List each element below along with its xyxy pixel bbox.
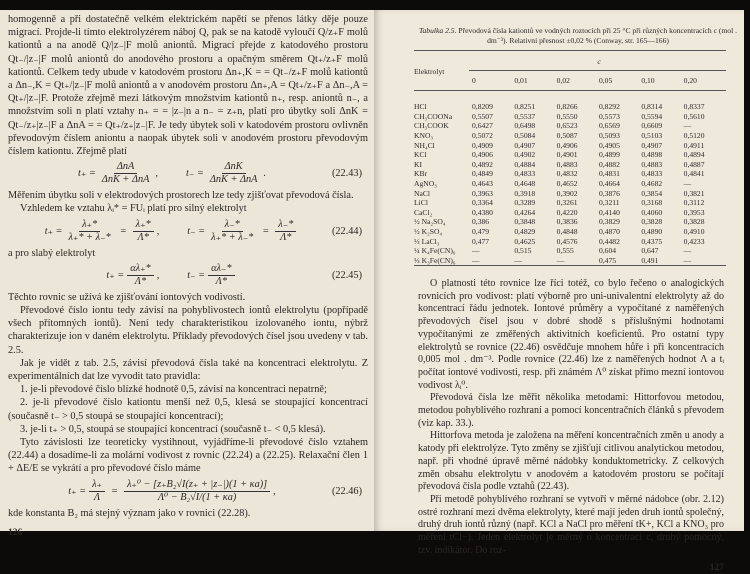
table-row <box>414 236 726 246</box>
transference-value: 0,4664 <box>598 179 620 189</box>
denominator: ΔnK + ΔnA <box>209 174 258 186</box>
eq-lhs: t₊ = <box>44 225 63 237</box>
table-row <box>414 131 726 141</box>
transference-value: 0,4060 <box>641 207 663 217</box>
transference-value: 0,3211 <box>598 198 620 208</box>
eq-lhs: t₋ = <box>186 168 204 180</box>
transference-value: 0,4849 <box>472 169 493 179</box>
transference-value: 0,515 <box>514 246 532 256</box>
rule-item: 2. je-li převodové číslo kationtu menší než 0,5, klesá se stoupající koncentrací (současně t₋ > 0,5 stoupá se stoupající koncentrací); <box>8 397 368 422</box>
concentration-header: 0,05 <box>598 75 613 85</box>
transference-value: 0,4901 <box>556 150 578 160</box>
transference-value: 0,5507 <box>472 111 493 121</box>
transference-value: — <box>472 246 480 256</box>
transference-value: 0,4902 <box>514 150 536 160</box>
transference-value: 0,3289 <box>514 198 536 208</box>
transference-value: 0,4832 <box>556 169 578 179</box>
numerator: ΔnK <box>222 161 246 174</box>
right-page <box>374 10 744 574</box>
transference-value: 0,4140 <box>598 207 620 217</box>
electrolyte-name: CaCl₂ <box>414 207 433 217</box>
denominator: Λ* <box>134 275 147 287</box>
table-row <box>414 160 726 170</box>
caption-label: Tabulka 2.5. <box>418 26 457 35</box>
transference-value: 0,4910 <box>683 227 705 237</box>
transference-value: 0,477 <box>472 236 490 246</box>
denominator: Λ* <box>137 231 149 243</box>
transference-value: 0,3364 <box>472 198 493 208</box>
transference-value: 0,5072 <box>472 131 493 141</box>
equation-22-44: t₊ = $\frac{\lambda_+*}{\lambda_+* + \lambda_-*}$ = $\frac{\lambda_+*}{\Lambda*}$ , t₋ = $\frac{\lambda_-*}{\lambda_+* + \lambda_-*}$ = $\frac{\lambda_-*}{\Lambda*}$ (22.44) <box>44 218 362 243</box>
transference-number-table <box>414 52 726 265</box>
numerator: λ₊* <box>133 219 154 232</box>
transference-value: 0,491 <box>641 255 659 265</box>
transference-value: 0,5610 <box>683 111 705 121</box>
denominator: λ₊* + λ₋* <box>211 231 254 243</box>
right-page-text <box>418 278 724 574</box>
electrolyte-name: ¼ K₄Fe(CN)₆ <box>414 246 456 256</box>
transference-value: 0,5594 <box>641 111 663 121</box>
transference-value: 0,4887 <box>683 159 705 169</box>
group-header-c: c <box>597 56 601 66</box>
equation-22-46: t₊ = $\frac{\lambda_+}{\Lambda}$ = $\frac{\text{λ₊⁰ − [z₊B₂√I(z₊ + |z₋|)(1 + κa)]}}{\text{Λ⁰ − B₂√I/(1 + κa)}}$ , (22.46) <box>68 478 362 503</box>
denominator: Λ <box>93 491 101 503</box>
page-number: 126 <box>8 527 23 538</box>
transference-value: 0,4652 <box>556 179 578 189</box>
transference-value: 0,3829 <box>598 217 620 227</box>
equation-number: (22.45) <box>331 269 362 281</box>
transference-value: 0,6427 <box>472 121 493 131</box>
transference-value: 0,4380 <box>472 207 493 217</box>
transference-value: 0,4898 <box>641 150 663 160</box>
concentration-header: 0 <box>472 75 476 85</box>
transference-value: 0,604 <box>598 246 617 256</box>
transference-value: 0,3953 <box>683 207 705 217</box>
transference-value: 0,4894 <box>683 150 705 160</box>
transference-value: 0,3261 <box>556 198 578 208</box>
table-row <box>414 169 726 179</box>
electrolyte-name: NH₄Cl <box>414 140 435 150</box>
electrolyte-name: KBr <box>414 169 428 179</box>
transference-value: — <box>683 121 692 131</box>
electrolyte-name: ½ K₂SO₄ <box>414 227 443 237</box>
transference-value: 0,5093 <box>598 131 620 141</box>
transference-value: 0,4906 <box>556 140 578 150</box>
transference-value: 0,386 <box>472 217 490 227</box>
transference-value: 0,6609 <box>641 121 663 131</box>
numerator: λ₊⁰ − [z₊B₂√I(z₊ + |z₋|)(1 + κa)] <box>124 479 270 492</box>
transference-value: 0,4375 <box>641 236 663 246</box>
table-row <box>414 256 726 266</box>
numerator: λ₋* <box>275 219 296 232</box>
transference-value: 0,8292 <box>598 102 620 112</box>
numerator: λ₋* <box>222 219 243 232</box>
electrolyte-name: ⅓ LaCl₃ <box>414 236 440 246</box>
transference-value: 0,4648 <box>514 179 536 189</box>
transference-value: — <box>472 255 480 265</box>
paragraph: Tyto závislosti lze teoreticky vystihnout, vyjádříme-li převodové číslo vztahem (22.44) a dosadíme-li za molární vodivost z rovnic (22.24) a (22.25). Relaxační člen 1 + ΔE/E se vykrátí a pro převodové číslo máme <box>8 437 368 475</box>
concentration-header: 0,20 <box>683 75 697 85</box>
equals-sign: = <box>119 225 127 237</box>
transference-value: 0,3876 <box>598 188 620 198</box>
denominator: Λ⁰ − B₂√I/(1 + κa) <box>157 491 237 503</box>
electrolyte-name: AgNO₃ <box>414 179 437 189</box>
transference-value: 0,6523 <box>556 121 578 131</box>
denominator: Λ* <box>280 231 292 243</box>
paragraph: O platnosti této rovnice lze říci totéž, co bylo řečeno o analogických rovnicích pro vodivost: platí výborně pro uni-univalentní elektrolyty až do koncentrací řádu jednotek. Iontové průměry a vypočítané z naměřených převodových čísel jsou v dobré shodě s příslušnými hodnotami vypočítanými ze změřených aktivitních koeficientů. Pro ostatní typy elektrolytů se rovnice (22.46) osvědčuje mnohem hůře i při koncentracích 0,005 mol . dm⁻³. Podle rovnice (22.46) lze z naměřených hodnot Λ a tᵢ počítat iontové vodivosti, resp. při známém Λ⁰ získat přímo mezní iontovou vodivost λᵢ⁰. <box>418 278 724 391</box>
denominator: Λ* <box>215 275 228 287</box>
equals-sign: = <box>110 485 118 497</box>
denominator: ΔnK + ΔnA <box>101 174 150 186</box>
table-row <box>414 121 726 131</box>
transference-value: 0,3836 <box>556 217 578 227</box>
page-number: 127 <box>709 563 724 574</box>
transference-value: 0,4682 <box>641 179 663 189</box>
transference-value: 0,5087 <box>556 131 578 141</box>
table-row <box>414 227 726 237</box>
transference-value: — <box>683 246 692 256</box>
concentration-header: 0,01 <box>514 75 528 85</box>
table-caption <box>418 26 738 46</box>
numerator: λ₊* <box>79 219 100 232</box>
paragraph: Měřením úbytku soli v elektrodových prostorech lze tedy zjišťovat převodová čísla. <box>8 190 354 202</box>
transference-value: 0,3848 <box>514 217 536 227</box>
denominator: λ₊* + λ₋* <box>68 231 111 243</box>
table-row <box>414 217 726 227</box>
transference-value: 0,4882 <box>598 159 620 169</box>
transference-value: 0,4907 <box>641 140 663 150</box>
eq-lhs: t₊ = <box>106 269 125 281</box>
transference-value: — <box>514 255 522 265</box>
transference-value: 0,475 <box>598 255 617 265</box>
table-top-rule <box>414 50 726 51</box>
transference-value: 0,4883 <box>641 159 663 169</box>
numerator: αλ₋* <box>208 263 234 276</box>
paragraph: kde konstanta B₂ má stejný význam jako v rovnici (22.28). <box>8 507 251 519</box>
table-bottom-rule <box>414 265 726 266</box>
transference-value: 0,4576 <box>556 236 578 246</box>
table-row <box>414 198 726 208</box>
transference-value: 0,4833 <box>514 169 536 179</box>
transference-value: 0,4482 <box>598 236 620 246</box>
electrolyte-name: KCl <box>414 150 427 160</box>
transference-value: 0,4625 <box>514 236 536 246</box>
electrolyte-name: CH₃COOK <box>414 121 449 131</box>
electrolyte-name: NaCl <box>414 188 431 198</box>
numerator: αλ₊* <box>127 263 153 276</box>
equation-22-45: t₊ = $\frac{\alpha\lambda_+*}{\Lambda*}$ , t₋ = $\frac{\alpha\lambda_-*}{\Lambda*}$ (22.45) <box>106 262 362 287</box>
equation-number: (22.43) <box>331 168 362 180</box>
table-row <box>414 102 726 112</box>
electrolyte-name: KNO₃ <box>414 131 434 141</box>
paragraph: a pro slabý elektrolyt <box>8 247 96 259</box>
transference-value: 0,3854 <box>641 188 663 198</box>
concentration-header: 0,02 <box>556 75 570 85</box>
transference-value: 0,4892 <box>472 159 493 169</box>
table-row <box>414 246 726 256</box>
transference-value: 0,8337 <box>683 102 705 112</box>
transference-value: 0,4907 <box>514 140 536 150</box>
electrolyte-name: LiCl <box>414 198 428 208</box>
electrolyte-name: HCl <box>414 102 427 112</box>
transference-value: 0,4848 <box>556 227 578 237</box>
paragraph: Těchto rovnic se užívá ke zjišťování iontových vodivostí. <box>8 291 246 303</box>
paragraph: Převodová čísla lze měřit několika metodami: Hittorfovou metodou, metodou pohyblivého rozhraní a pomocí koncentračních článků s převodem (viz kap. 33.). <box>418 392 724 429</box>
transference-value: 0,5573 <box>598 111 620 121</box>
transference-value: 0,4220 <box>556 207 578 217</box>
transference-value: 0,4883 <box>556 159 578 169</box>
eq-lhs: t₋ = <box>187 269 206 281</box>
paragraph: homogenně a při dostatečně velkém elektrickém napětí se přenos látky děje pouze migrací. Projde-li tímto elektrolyzérem náboj Q, pak se na katodě vyloučí Q/z₊F molů kationtů a na anodě Q/|z₋|F molů aniontů. Migrací přejde z katodového prostoru Qt₋/|z₋|F molů aniontů do anodového prostoru a opačným směrem Qt₊/z₊F molů kationtů. Celkem tedy ubude v katodovém prostoru Δn₊,K = = Qt₋/z₊F molů kationtů a Δn₋,K = Qt₊/|z₋|F molů aniontů a v anodovém prostoru Δn₊,A = Qt₊/z₊F a Δn₋,A = Qt₊/|z₋|F. Protože zřejmě mezi látkovým množstvím kationtů n₊, resp. aniontů n₋, a množstvím soli n platí vztahy n₊ = = |z₋|n a n₋ = z₊n, platí pro úbytky soli ΔnK = Qt₋/z₊|z₋|F a ΔnA = = Qt₊/z₊|z₋|F. Je tedy úbytek soli v katodovém prostoru ovlivněn převodovým číslem aniontu a naopak úbytek soli v anodovém prostoru převodovým číslem kationtu. Zřejmě platí <box>8 14 368 158</box>
equation-number: (22.44) <box>331 225 362 237</box>
table-row <box>414 179 726 189</box>
transference-value: 0,4909 <box>472 140 493 150</box>
transference-value: 0,4905 <box>598 140 620 150</box>
paragraph: Při metodě pohyblivého rozhraní se vytvoří v měrné nádobce (obr. 2.12) ostré rozhraní mezi dvěma elektrolyty, které mají jeden druh iontů společný, druhý druh iontů různý (např. KCl a NaCl pro měření tK+, KCl a KNO₃ pro měření tCl−). Jeden elektrolyt je měrný o koncentraci c, druhý pomocný, tzv. indikátor. Do roz- <box>418 493 724 556</box>
transference-value: 0,8266 <box>556 102 578 112</box>
left-page-text <box>8 13 368 539</box>
transference-value: 0,8209 <box>472 102 493 112</box>
eq-lhs: t₊ = <box>77 168 96 180</box>
table-row <box>414 208 726 218</box>
table-row <box>414 112 726 122</box>
transference-value: 0,8251 <box>514 102 536 112</box>
table-row <box>414 188 726 198</box>
paragraph: Jak je vidět z tab. 2.5, závisí převodová čísla také na koncentraci elektrolytu. Z experimentálních dat lze vyvodit tato pravidla: <box>8 357 368 383</box>
transference-value: 0,4833 <box>641 169 663 179</box>
transference-value: 0,4870 <box>598 227 620 237</box>
transference-value: 0,4906 <box>472 150 493 160</box>
transference-value: 0,3902 <box>556 188 578 198</box>
equation-number: (22.46) <box>331 485 362 497</box>
transference-value: 0,5537 <box>514 111 536 121</box>
transference-value: 0,6569 <box>598 121 620 131</box>
transference-value: 0,4890 <box>641 227 663 237</box>
transference-value: — <box>683 255 692 265</box>
transference-value: 0,5103 <box>641 131 663 141</box>
caption-text: Převodová čísla kationtů ve vodných roztocích při 25 °C při různých koncentracích c (mol . dm⁻³). Relativní přesnost ±0,02 % (Conway, str. 165—166) <box>456 26 738 45</box>
paragraph: Hittorfova metoda je založena na měření koncentračních změn u anody a katody při elektrolýze. Tyto změny se zjišťují citlivou analytickou metodou, např. při vhodné úpravě měrné nádobky konduktometricky. Z celkových změn obsahu elektrolytu v anodovém a katodovém prostoru se počítají převodová čísla podle vztahů (22.43). <box>418 430 724 493</box>
transference-value: 0,6498 <box>514 121 536 131</box>
transference-value: 0,5550 <box>556 111 578 121</box>
transference-value: 0,3828 <box>683 217 705 227</box>
concentration-header: 0,10 <box>641 75 655 85</box>
rule-item: 1. je-li převodové číslo blízké hodnotě 0,5, závisí na koncentraci nepatrně; <box>20 384 327 396</box>
table-row <box>414 150 726 160</box>
transference-value: 0,4884 <box>514 159 536 169</box>
electrolyte-name: CH₃COONa <box>414 111 453 121</box>
transference-value: 0,3828 <box>641 217 663 227</box>
transference-value: 0,4831 <box>598 169 620 179</box>
col-header-electrolyte: Elektrolyt <box>414 66 445 76</box>
transference-value: 0,479 <box>472 227 490 237</box>
transference-value: 0,555 <box>556 246 574 256</box>
transference-value: 0,4829 <box>514 227 536 237</box>
paragraph: Vzhledem ke vztahu λᵢ* = FUᵢ platí pro silný elektrolyt <box>20 203 247 215</box>
transference-value: 0,3112 <box>683 198 705 208</box>
transference-value: — <box>683 179 692 189</box>
numerator: ΔnA <box>114 161 137 174</box>
equals-sign: = <box>262 225 270 237</box>
transference-value: 0,5084 <box>514 131 536 141</box>
transference-value: 0,8314 <box>641 102 663 112</box>
electrolyte-name: KI <box>414 159 423 169</box>
rule-item: 3. je-li t₊ > 0,5, stoupá se stoupající koncentrací (současně t₋ < 0,5 klesá). <box>20 423 326 435</box>
transference-value: 0,4841 <box>683 169 705 179</box>
transference-value: 0,4899 <box>598 150 620 160</box>
transference-value: 0,5120 <box>683 131 705 141</box>
table-row <box>414 140 726 150</box>
eq-lhs: t₋ = <box>187 225 206 237</box>
transference-value: 0,3963 <box>472 188 493 198</box>
transference-value: 0,3168 <box>641 198 663 208</box>
transference-value: 0,4911 <box>683 140 705 150</box>
transference-value: 0,3821 <box>683 188 705 198</box>
eq-lhs: t₊ = <box>68 485 87 497</box>
transference-value: 0,4643 <box>472 179 493 189</box>
transference-value: 0,3918 <box>514 188 536 198</box>
transference-value: — <box>556 255 565 265</box>
transference-value: 0,647 <box>641 246 659 256</box>
left-page <box>0 10 374 538</box>
transference-value: 0,4264 <box>514 207 536 217</box>
paragraph: Převodové číslo iontu tedy závisí na pohyblivostech iontů elektrolytu (popřípadě všech přítomných iontů). Není tedy charakteristikou izolovaného iontu, nýbrž charakterizuje ion v daném elektrolytu. Příklady převodových čísel jsou uvedeny v tab. 2.5. <box>8 305 368 356</box>
numerator: λ₊ <box>89 479 105 492</box>
transference-value: 0,4233 <box>683 236 705 246</box>
electrolyte-name: ⅓ K₃Fe(CN)₆ <box>414 255 456 265</box>
electrolyte-name: ½ Na₂SO₄ <box>414 217 446 227</box>
equation-22-43: t₊ = $\frac{\text{ΔnA}}{\text{ΔnK + ΔnA}}$ , t₋ = $\frac{\text{ΔnK}}{\text{ΔnK + ΔnA}}$ . (22.43) <box>77 161 362 186</box>
